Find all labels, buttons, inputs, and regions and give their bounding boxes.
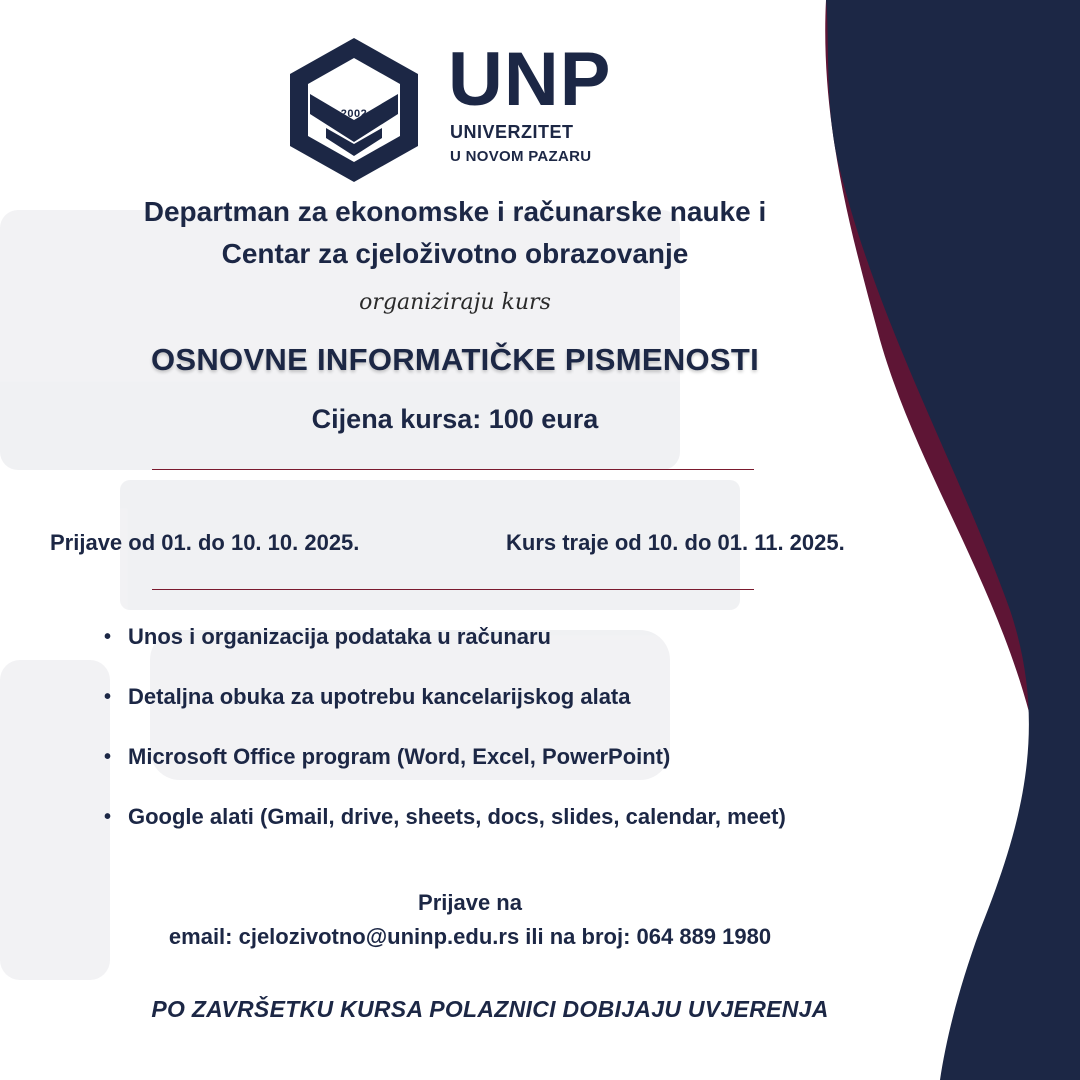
- course-price: Cijena kursa: 100 eura: [311, 404, 599, 434]
- topic-item: [104, 680, 924, 740]
- bullet-icon: •: [104, 746, 112, 768]
- contact-details: email: cjelozivotno@uninp.edu.rs ili na broj: 064 889 1980: [168, 924, 772, 949]
- topic-item: [104, 800, 924, 860]
- topic-item: [104, 620, 924, 680]
- organize-subtitle: organiziraju kurs: [359, 290, 551, 315]
- university-logo: [288, 36, 628, 186]
- bullet-icon: •: [104, 686, 112, 708]
- topic-text: Microsoft Office program (Word, Excel, PowerPoint): [128, 744, 671, 769]
- course-title: OSNOVNE INFORMATIČKE PISMENOSTI: [150, 342, 760, 377]
- logo-city: U NOVOM PAZARU: [450, 148, 592, 165]
- application-dates: Prijave od 01. do 10. 10. 2025.: [50, 530, 360, 555]
- bullet-icon: •: [104, 626, 112, 648]
- logo-acronym: UNP: [448, 37, 612, 122]
- laptop-illustration: [0, 210, 740, 980]
- department-line-2: Centar za cjeloživotno obrazovanje: [221, 238, 689, 269]
- apply-label: Prijave na: [418, 890, 522, 915]
- topic-item: [104, 740, 924, 800]
- course-duration: Kurs traje od 10. do 01. 11. 2025.: [506, 530, 845, 555]
- topic-text: Google alati (Gmail, drive, sheets, docs, slides, calendar, meet): [128, 804, 786, 829]
- divider-top: [152, 469, 754, 470]
- logo-university: UNIVERZITET: [450, 122, 574, 142]
- topic-list: [104, 620, 924, 860]
- bullet-icon: •: [104, 806, 112, 828]
- certificate-notice: PO ZAVRŠETKU KURSA POLAZNICI DOBIJAJU UVJERENJA: [151, 996, 829, 1022]
- topic-text: Detaljna obuka za upotrebu kancelarijskog alata: [128, 684, 631, 709]
- logo-year: 2002: [340, 108, 368, 120]
- navy-wave: [826, 0, 1080, 1080]
- divider-bottom: [152, 589, 754, 590]
- department-line-1: Departman za ekonomske i računarske nauke i: [143, 196, 767, 227]
- topic-text: Unos i organizacija podataka u računaru: [128, 624, 551, 649]
